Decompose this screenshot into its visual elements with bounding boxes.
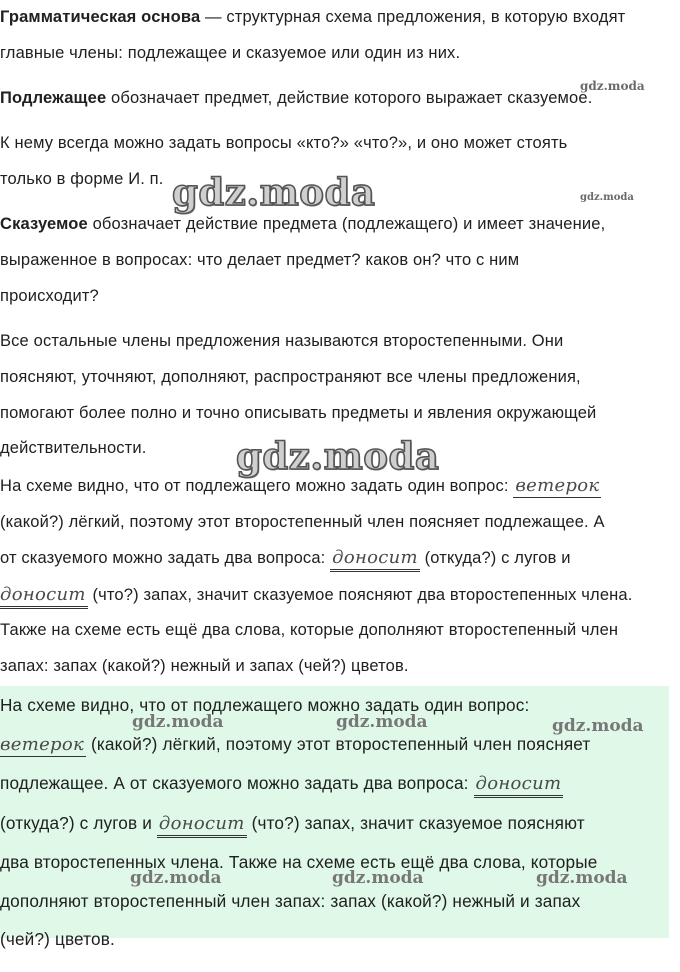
text: (откуда?) с лугов и xyxy=(0,812,157,833)
line: главные члены: подлежащее и сказуемое или один из них. xyxy=(0,43,461,62)
line: помогают более полно и точно описывать предметы и явления окружающей xyxy=(0,403,597,422)
paragraph-subject xyxy=(0,81,680,117)
paragraph-secondary-members xyxy=(0,324,680,467)
line: К нему всегда можно задать вопросы «кто?» «что?», и оно может стоять xyxy=(0,134,568,152)
line: На схеме видно, что от подлежащего можно задать один вопрос: xyxy=(0,695,530,715)
highlighted-answer-block xyxy=(0,686,669,949)
line xyxy=(0,0,680,36)
line xyxy=(0,577,680,614)
line xyxy=(0,764,669,804)
watermark: gdz.moda xyxy=(536,868,628,888)
line: два второстепенных члена. Также на схеме есть ещё два слова, которые xyxy=(0,852,598,872)
line xyxy=(0,207,680,243)
word-veterok-subject: ветерок xyxy=(515,475,600,496)
text: На схеме видно, что от подлежащего можно задать один вопрос: xyxy=(0,477,514,495)
watermark: gdz.moda xyxy=(132,712,224,732)
paragraph-predicate xyxy=(0,207,680,314)
line xyxy=(0,81,680,117)
line: выраженное в вопросах: что делает предмет? каков он? что с ним xyxy=(0,250,520,269)
line xyxy=(0,468,680,505)
watermark: gdz.moda xyxy=(336,712,428,732)
watermark: gdz.moda xyxy=(236,434,440,478)
line: запах: запах (какой?) нежный и запах (чей?) цветов. xyxy=(0,656,409,675)
text: — структурная схема предложения, в которую входят xyxy=(200,8,626,26)
watermark: gdz.moda xyxy=(130,868,222,888)
word-donosit-predicate: доносит xyxy=(330,547,420,572)
line: Также на схеме есть ещё два слова, которые дополняют второстепенный член xyxy=(0,621,619,639)
word-donosit-predicate: доносит xyxy=(0,584,88,609)
paragraph-highlighted xyxy=(0,686,669,959)
line xyxy=(0,804,669,844)
watermark: gdz.moda xyxy=(552,716,644,736)
line: происходит? xyxy=(0,286,99,305)
paragraph-scheme-explanation xyxy=(0,468,680,684)
line: только в форме И. п. xyxy=(0,169,164,188)
word-veterok-subject: ветерок xyxy=(0,733,85,755)
line xyxy=(0,540,680,577)
line: (чей?) цветов. xyxy=(0,929,115,949)
word-donosit-predicate: доносит xyxy=(474,773,564,798)
paragraph-definition-basis xyxy=(0,0,680,72)
text: (откуда?) с лугов и xyxy=(419,549,571,567)
term-grammatical-basis: Грамматическая основа xyxy=(0,8,201,26)
line: действительности. xyxy=(0,439,147,458)
watermark: gdz.moda xyxy=(580,192,634,203)
text: подлежащее. А от сказуемого можно задать два вопроса: xyxy=(0,773,474,793)
line xyxy=(0,725,669,765)
line: (какой?) лёгкий, поэтому этот второстепенный член поясняет подлежащее. А xyxy=(0,512,605,531)
line: дополняют второстепенный член запах: запах (какой?) нежный и запах xyxy=(0,890,581,911)
text: обозначает действие предмета (подлежащего) и имеет значение, xyxy=(87,215,606,233)
text: (что?) запах, значит сказуемое поясняют два второстепенных члена. xyxy=(87,585,633,604)
word-donosit-predicate: доносит xyxy=(157,813,247,838)
watermark: gdz.moda xyxy=(580,79,645,93)
text: от сказуемого можно задать два вопроса: xyxy=(0,549,331,567)
line: поясняют, уточняют, дополняют, распространяют все члены предложения, xyxy=(0,367,581,386)
term-subject: Подлежащее xyxy=(0,89,107,107)
line: Все остальные члены предложения называются второстепенными. Они xyxy=(0,332,564,350)
watermark: gdz.moda xyxy=(172,170,376,214)
text: (какой?) лёгкий, поэтому этот второстепенный член поясняет xyxy=(86,733,591,754)
paragraph-subject-questions xyxy=(0,126,680,198)
text: обозначает предмет, действие которого выражает сказуемое. xyxy=(106,89,593,107)
text: (что?) запах, значит сказуемое поясняют xyxy=(246,812,585,833)
watermark: gdz.moda xyxy=(332,868,424,888)
term-predicate: Сказуемое xyxy=(0,215,88,233)
